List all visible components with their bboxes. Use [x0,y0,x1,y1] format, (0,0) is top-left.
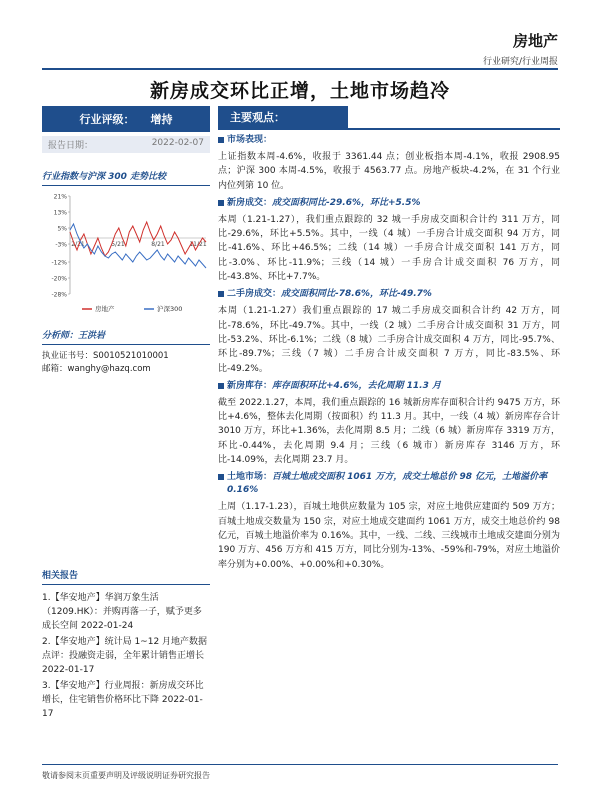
viewpoint-summary: 库存面积环比+4.6%，去化周期 11.3 月 [272,380,441,391]
viewpoint-body: 本周（1.21-1.27）我们重点跟踪的 17 城二手房成交面积合计约 42 万方，同比-78.6%，环比-49.7%。其中，一线（2 城）二手房合计成交面积 31 万方，同比-53.2%、环比-6.1%；二线（8 城）二手房合计成交面积 4 万方，同比-95.7%、环比-89.7%；三线（7 城）二手房合计成交面积 7 万方，同比-83.5%、环比-49.2%。 [218,306,560,374]
viewpoint-head [218,134,560,147]
viewpoint-summary: 成交面积同比-78.6%，环比-49.7% [281,289,432,300]
related-list [42,591,210,721]
y-tick-label: 21% [53,193,67,201]
y-tick-label: -12% [51,259,67,267]
main-heading: 主要观点： [218,106,348,128]
analyst-name: 分析师：王洪岩 [42,331,106,341]
viewpoint-label: 二手房成交： [227,289,282,300]
viewpoint-land-market [218,471,560,571]
report-category: 房地产 [512,32,558,50]
bullet-icon [218,383,224,389]
legend-label: 房地产 [95,305,115,313]
viewpoint-body: 上证指数本周-4.6%，收报于 3361.44 点；创业板指本周-4.1%，收报 2908.95 点；沪深 300 本周-4.5%，收报于 4563.77 点。房地产板块-4.2%，在 31 个行业内位列第 10 位。 [218,152,560,191]
viewpoint-head [218,288,560,301]
analyst-info [42,350,210,376]
footer-disclaimer: 敬请参阅末页重要声明及评级说明证券研究报告 [42,771,210,780]
rating-value: 增持 [150,113,173,126]
viewpoint-inventory [218,380,560,467]
left-column [42,106,210,376]
x-tick-label: 5/21 [111,241,125,248]
bullet-icon [218,137,224,143]
chart-title: 行业指数与沪深 300 走势比较 [42,172,167,182]
footer-divider [42,764,558,765]
chart-title-divider [42,185,210,186]
viewpoint-market [218,134,560,193]
viewpoint-summary: 成交面积同比-29.6%，环比+5.5% [272,197,421,208]
viewpoint-head [218,380,560,393]
y-tick-label: -28% [51,291,67,299]
cert-value: S0010521010001 [93,351,169,361]
date-value: 2022-02-07 [151,138,204,148]
viewpoint-label: 土地市场： [227,472,273,483]
viewpoint-body: 上周（1.17-1.23），百城土地供应数量为 105 宗，对应土地供应建面约 509 万方；百城土地成交数量为 150 宗，对应土地成交建面约 1061 万方，成交土地总价约 98 亿元，百城土地溢价率为 0.16%。其中，一线、二线、三线城市土地成交建面分别为 190 万方、456 万方和 415 万方，同比分别为-13%、-59%和-79%，对应土地溢价率分别为+0.00%、+0.00%和+0.30%。 [218,502,560,570]
report-date-row [42,136,210,153]
bullet-icon [218,200,224,206]
related-item[interactable]: 3.【华安地产】行业周报：新房成交环比增长，住宅销售价格环比下降 2022-01-17 [42,681,204,719]
viewpoint-label: 新房库存： [227,380,273,391]
viewpoint-head [218,197,560,210]
viewpoint-label: 市场表现： [227,135,273,145]
x-tick-label: 2/21 [71,241,85,248]
report-subtitle: 行业研究/行业周报 [482,57,558,67]
email-label: 邮箱： [42,364,68,374]
viewpoint-label: 新房成交： [227,197,273,208]
email-value[interactable]: wanghy@hazq.com [67,364,151,374]
viewpoint-body: 本周（1.21-1.27），我们重点跟踪的 32 城一手房成交面积合计约 311 万方，同比-29.6%，环比+5.5%。其中，一线（4 城）一手房合计成交面积 94 万方，同比-41.6%、环比+46.5%；二线（14 城）一手房合计成交面积 141 万方，同比-3.0%、环比-11.9%；三线（14 城）一手房合计成交面积 76 万方，同比-43.8%、环比+7.7%。 [218,214,560,283]
related-item[interactable]: 1.【华安地产】华润万象生活（1209.HK）：并购再落一子，赋予更多成长空间 2022-01-24 [42,593,202,631]
date-label: 报告日期： [48,141,94,151]
viewpoint-body: 截至 2022.1.27，本周，我们重点跟踪的 16 城新房库存面积合计约 9475 万方，环比+4.6%，整体去化周期（按面积）约 11.3 月。其中，一线（4 城）新房库存合计 3010 万方，环比+1.36%，去化周期 8.5 月；二线（6 城）新房库存 3319 万方，环比-0.44%，去化周期 9.4 月；三线（6 城市）新房库存 3146 万方，环比-14.09%，去化周期 23.7 月。 [218,397,560,466]
series-line-0 [70,222,206,256]
rating-box [42,106,210,132]
main-viewpoints [218,106,560,572]
related-reports [42,568,210,723]
y-tick-label: 13% [53,209,67,217]
page-title: 新房成交环比正增，土地市场趋冷 [149,80,450,102]
main-heading-divider [218,128,560,130]
series-line-1 [70,224,206,268]
chart-svg [42,190,210,320]
y-tick-label: -3% [55,241,67,249]
viewpoint-summary: 百城土地成交面积 1061 万方，成交土地总价 98 亿元，土地溢价率 0.16% [227,472,548,496]
analyst-divider [42,344,210,345]
legend-label: 沪深300 [157,305,183,313]
rating-label: 行业评级： [79,113,135,126]
viewpoint-head [218,471,560,497]
related-item[interactable]: 2.【华安地产】统计局 1~12 月地产数据点评：投融资走弱，全年累计销售正增长 2022-01-17 [42,637,208,675]
viewpoint-second-hand [218,288,560,375]
related-heading: 相关报告 [42,568,210,585]
cert-label: 执业证书号： [42,351,94,361]
bullet-icon [218,474,224,480]
header-divider [42,68,558,70]
bullet-icon [218,291,224,297]
x-tick-label: 8/21 [151,241,165,248]
index-comparison-chart [42,190,210,324]
x-tick-label: 11/21 [189,241,207,248]
viewpoint-new-home [218,197,560,284]
y-tick-label: -20% [51,275,67,283]
y-tick-label: 5% [57,225,67,233]
